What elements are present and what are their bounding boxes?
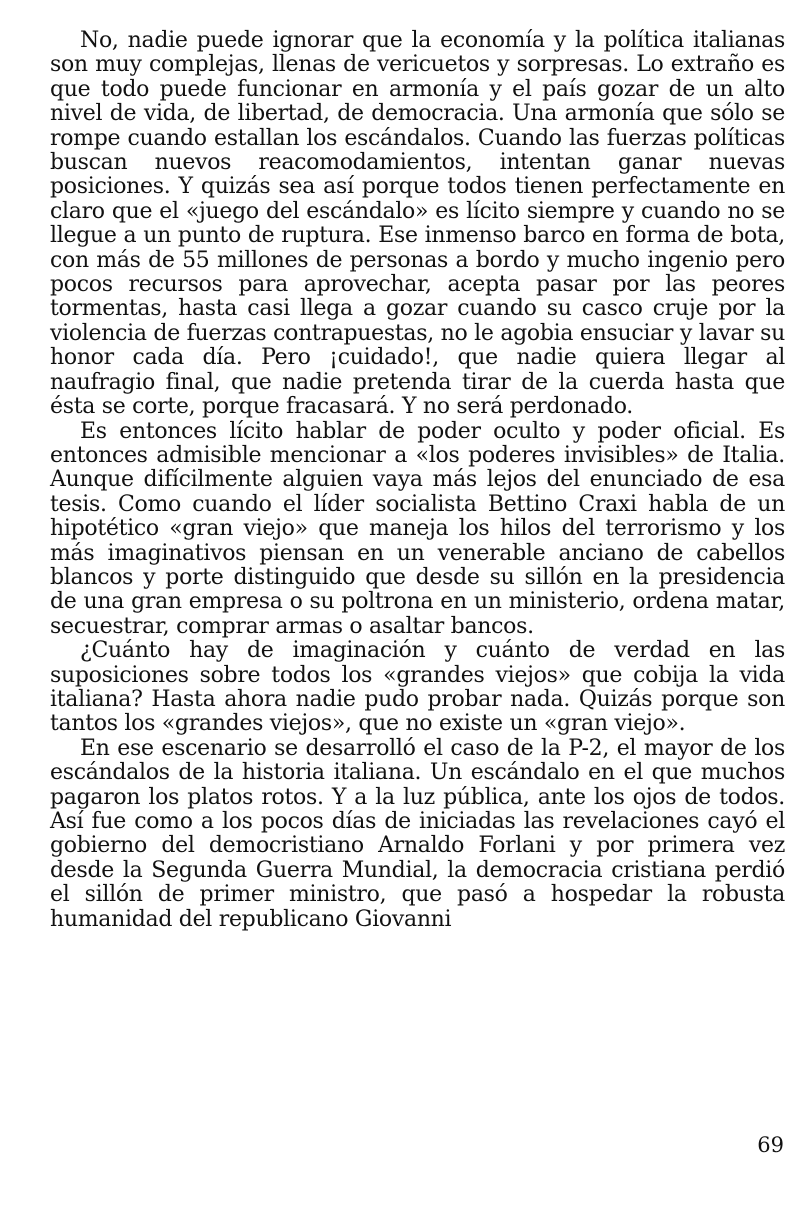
book-page-text — [50, 29, 785, 932]
paragraph-1: No, nadie puede ignorar que la economía y la política italianas son muy complejas, llenas de vericuetos y sorpresas. Lo extraño es que todo puede funcionar en armonía y el país gozar de un alto nivel de vida, de libertad, de democracia. Una armonía que sólo se rompe cuando estallan los escándalos. Cuando las fuerzas políticas buscan nuevos reacomodamientos, intentan ganar nuevas posiciones. Y quizás sea así porque todos tienen perfectamente en claro que el «juego del escándalo» es lícito siempre y cuando no se llegue a un punto de ruptura. Ese inmenso barco en forma de bota, con más de 55 millones de personas a bordo y mucho ingenio pero pocos recursos para aprovechar, acepta pasar por las peores tormentas, hasta casi llega a gozar cuando su casco cruje por la violencia de fuerzas contrapuestas, no le agobia ensuciar y lavar su honor cada día. Pero ¡cuidado!, que nadie quiera llegar al naufragio final, que nadie pretenda tirar de la cuerda hasta que ésta se corte, porque fracasará. Y no será perdonado. — [50, 28, 785, 420]
paragraph-4: En ese escenario se desarrolló el caso de la P-2, el mayor de los escándalos de la historia italiana. Un escándalo en el que muchos pagaron los platos rotos. Y a la luz pública, ante los ojos de todos. Así fue como a los pocos días de iniciadas las revelaciones cayó el gobierno del democristiano Arnaldo Forlani y por primera vez desde la Segunda Guerra Mundial, la democracia cristiana perdió el sillón de primer ministro, que pasó a hospedar la robusta humanidad del republicano Giovanni — [50, 735, 785, 932]
paragraph-2: Es entonces lícito hablar de poder oculto y poder oficial. Es entonces admisible mencionar a «los poderes invisibles» de Italia. Aunque difícilmente alguien vaya más lejos del enunciado de esa tesis. Como cuando el líder socialista Bettino Craxi habla de un hipotético «gran viejo» que maneja los hilos del terrorismo y los más imaginativos piensan en un venerable anciano de cabellos blancos y porte distinguido que desde su sillón en la presidencia de una gran empresa o su poltrona en un ministerio, ordena matar, secuestrar, comprar armas o asaltar bancos. — [50, 418, 785, 639]
page-number: 69 — [757, 1133, 784, 1157]
paragraph-3: ¿Cuánto hay de imaginación y cuánto de verdad en las suposiciones sobre todos los «grandes viejos» que cobija la vida italiana? Hasta ahora nadie pudo probar nada. Quizás porque son tantos los «grandes viejos», que no existe un «gran viejo». — [50, 638, 785, 737]
